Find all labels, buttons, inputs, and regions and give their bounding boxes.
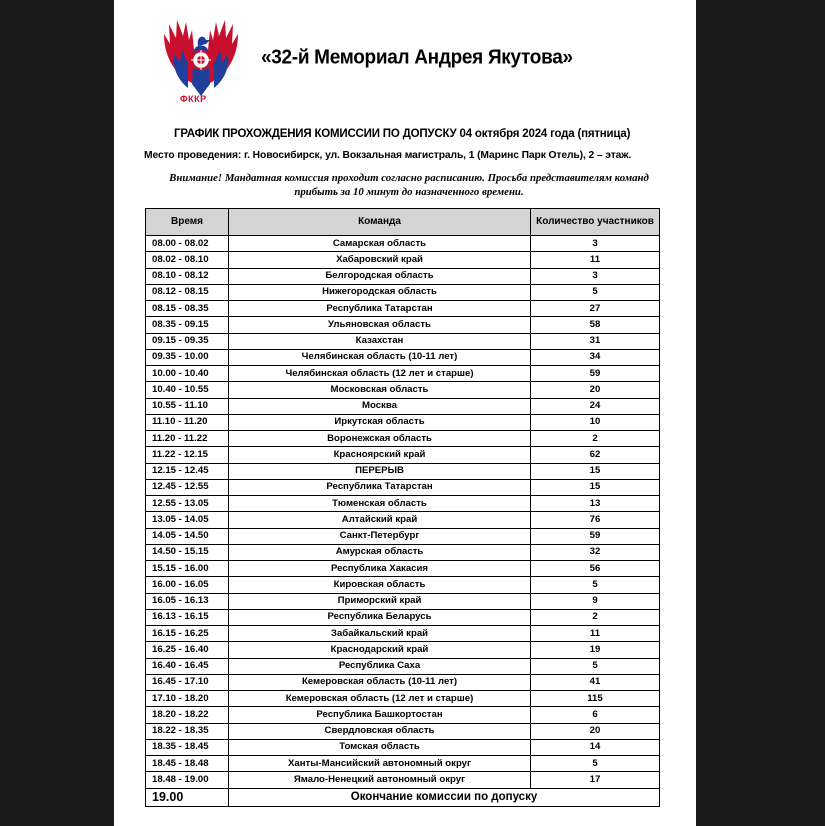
row-team: Челябинская область (12 лет и старше) (229, 366, 531, 382)
row-count: 76 (531, 512, 660, 528)
final-row (146, 788, 660, 806)
table-row (146, 284, 660, 300)
table-row (146, 382, 660, 398)
row-count: 2 (531, 431, 660, 447)
row-time: 08.12 - 08.15 (146, 284, 229, 300)
row-count: 31 (531, 333, 660, 349)
row-team: Казахстан (229, 333, 531, 349)
table-row (146, 658, 660, 674)
row-team: Томская область (229, 739, 531, 755)
row-team: ПЕРЕРЫВ (229, 463, 531, 479)
header-count: Количество участников (531, 209, 660, 236)
table-body (146, 236, 660, 789)
row-team: Ханты-Мансийский автономный округ (229, 756, 531, 772)
row-team: Республика Татарстан (229, 479, 531, 495)
document-page (114, 0, 696, 826)
notice-text: Внимание! Мандатная комиссия проходит согласно расписанию. Просьба представителям команд прибыть за 10 минут до назначенного времени. (169, 172, 649, 198)
row-time: 10.55 - 11.10 (146, 398, 229, 414)
row-team: Ульяновская область (229, 317, 531, 333)
row-count: 9 (531, 593, 660, 609)
row-count: 11 (531, 626, 660, 642)
row-time: 18.22 - 18.35 (146, 723, 229, 739)
row-time: 16.00 - 16.05 (146, 577, 229, 593)
row-count: 10 (531, 414, 660, 430)
row-count: 59 (531, 366, 660, 382)
row-time: 16.05 - 16.13 (146, 593, 229, 609)
row-count: 34 (531, 349, 660, 365)
row-team: Самарская область (229, 236, 531, 252)
row-time: 14.05 - 14.50 (146, 528, 229, 544)
table-row (146, 609, 660, 625)
row-count: 41 (531, 674, 660, 690)
table-row (146, 398, 660, 414)
row-team: Республика Беларусь (229, 609, 531, 625)
table-row (146, 349, 660, 365)
table-row (146, 496, 660, 512)
row-count: 20 (531, 382, 660, 398)
row-count: 3 (531, 236, 660, 252)
table-row (146, 593, 660, 609)
row-count: 59 (531, 528, 660, 544)
row-time: 09.35 - 10.00 (146, 349, 229, 365)
row-team: Республика Татарстан (229, 301, 531, 317)
row-time: 18.20 - 18.22 (146, 707, 229, 723)
table-row (146, 723, 660, 739)
row-count: 19 (531, 642, 660, 658)
row-count: 15 (531, 479, 660, 495)
fkkr-logo (158, 14, 244, 106)
table-row (146, 366, 660, 382)
table-row (146, 431, 660, 447)
row-team: Забайкальский край (229, 626, 531, 642)
row-count: 56 (531, 561, 660, 577)
table-header-row (146, 209, 660, 236)
event-title: «32-й Мемориал Андрея Якутова» (261, 46, 573, 69)
row-count: 32 (531, 544, 660, 560)
table-row (146, 447, 660, 463)
row-team: Республика Башкортостан (229, 707, 531, 723)
row-time: 08.02 - 08.10 (146, 252, 229, 268)
row-team: Кемеровская область (10-11 лет) (229, 674, 531, 690)
logo-caption: ФККР (180, 94, 207, 104)
row-team: Московская область (229, 382, 531, 398)
table-row (146, 252, 660, 268)
table-row (146, 772, 660, 788)
row-time: 11.22 - 12.15 (146, 447, 229, 463)
table-row (146, 463, 660, 479)
table-row (146, 333, 660, 349)
table-row (146, 544, 660, 560)
final-label: Окончание комиссии по допуску (229, 788, 660, 806)
row-team: Свердловская область (229, 723, 531, 739)
row-count: 6 (531, 707, 660, 723)
row-time: 10.40 - 10.55 (146, 382, 229, 398)
row-team: Хабаровский край (229, 252, 531, 268)
row-time: 09.15 - 09.35 (146, 333, 229, 349)
row-team: Тюменская область (229, 496, 531, 512)
row-count: 17 (531, 772, 660, 788)
row-time: 14.50 - 15.15 (146, 544, 229, 560)
row-count: 24 (531, 398, 660, 414)
row-count: 13 (531, 496, 660, 512)
row-time: 18.45 - 18.48 (146, 756, 229, 772)
row-time: 15.15 - 16.00 (146, 561, 229, 577)
table-row (146, 268, 660, 284)
venue-line: Место проведения: г. Новосибирск, ул. Вокзальная магистраль, 1 (Маринс Парк Отель), 2 – этаж. (144, 150, 632, 161)
row-team: Челябинская область (10-11 лет) (229, 349, 531, 365)
row-team: Кемеровская область (12 лет и старше) (229, 691, 531, 707)
table-row (146, 739, 660, 755)
table-row (146, 301, 660, 317)
row-time: 13.05 - 14.05 (146, 512, 229, 528)
row-time: 08.10 - 08.12 (146, 268, 229, 284)
table-row (146, 414, 660, 430)
row-time: 11.20 - 11.22 (146, 431, 229, 447)
row-time: 08.00 - 08.02 (146, 236, 229, 252)
row-count: 2 (531, 609, 660, 625)
row-time: 11.10 - 11.20 (146, 414, 229, 430)
table-row (146, 561, 660, 577)
table-row (146, 626, 660, 642)
row-count: 11 (531, 252, 660, 268)
row-time: 08.35 - 09.15 (146, 317, 229, 333)
schedule-table (145, 208, 660, 807)
row-count: 15 (531, 463, 660, 479)
table-row (146, 236, 660, 252)
row-time: 16.25 - 16.40 (146, 642, 229, 658)
row-count: 5 (531, 658, 660, 674)
row-time: 16.15 - 16.25 (146, 626, 229, 642)
table-row (146, 577, 660, 593)
row-team: Нижегородская область (229, 284, 531, 300)
row-team: Воронежская область (229, 431, 531, 447)
table-row (146, 512, 660, 528)
row-team: Ямало-Ненецкий автономный округ (229, 772, 531, 788)
table-row (146, 528, 660, 544)
row-team: Краснодарский край (229, 642, 531, 658)
row-time: 16.13 - 16.15 (146, 609, 229, 625)
row-team: Москва (229, 398, 531, 414)
row-time: 12.15 - 12.45 (146, 463, 229, 479)
row-time: 18.48 - 19.00 (146, 772, 229, 788)
final-time: 19.00 (146, 788, 229, 806)
row-count: 27 (531, 301, 660, 317)
table-row (146, 642, 660, 658)
table-row (146, 674, 660, 690)
row-team: Красноярский край (229, 447, 531, 463)
eagle-emblem-icon (158, 14, 244, 106)
row-count: 5 (531, 284, 660, 300)
row-count: 5 (531, 756, 660, 772)
row-count: 115 (531, 691, 660, 707)
row-time: 10.00 - 10.40 (146, 366, 229, 382)
row-team: Приморский край (229, 593, 531, 609)
table-row (146, 479, 660, 495)
row-time: 17.10 - 18.20 (146, 691, 229, 707)
row-time: 16.45 - 17.10 (146, 674, 229, 690)
row-team: Иркутская область (229, 414, 531, 430)
table-row (146, 756, 660, 772)
header-time: Время (146, 209, 229, 236)
row-team: Республика Саха (229, 658, 531, 674)
row-count: 58 (531, 317, 660, 333)
row-time: 18.35 - 18.45 (146, 739, 229, 755)
row-team: Санкт-Петербург (229, 528, 531, 544)
row-time: 08.15 - 08.35 (146, 301, 229, 317)
row-count: 5 (531, 577, 660, 593)
table-row (146, 691, 660, 707)
row-count: 62 (531, 447, 660, 463)
row-count: 20 (531, 723, 660, 739)
header-team: Команда (229, 209, 531, 236)
row-count: 14 (531, 739, 660, 755)
row-team: Кировская область (229, 577, 531, 593)
row-team: Амурская область (229, 544, 531, 560)
row-time: 12.45 - 12.55 (146, 479, 229, 495)
row-team: Республика Хакасия (229, 561, 531, 577)
row-team: Белгородская область (229, 268, 531, 284)
table-row (146, 707, 660, 723)
schedule-heading: ГРАФИК ПРОХОЖДЕНИЯ КОМИССИИ ПО ДОПУСКУ 04 октября 2024 года (пятница) (174, 128, 631, 140)
table-row (146, 317, 660, 333)
row-team: Алтайский край (229, 512, 531, 528)
row-time: 12.55 - 13.05 (146, 496, 229, 512)
row-count: 3 (531, 268, 660, 284)
row-time: 16.40 - 16.45 (146, 658, 229, 674)
